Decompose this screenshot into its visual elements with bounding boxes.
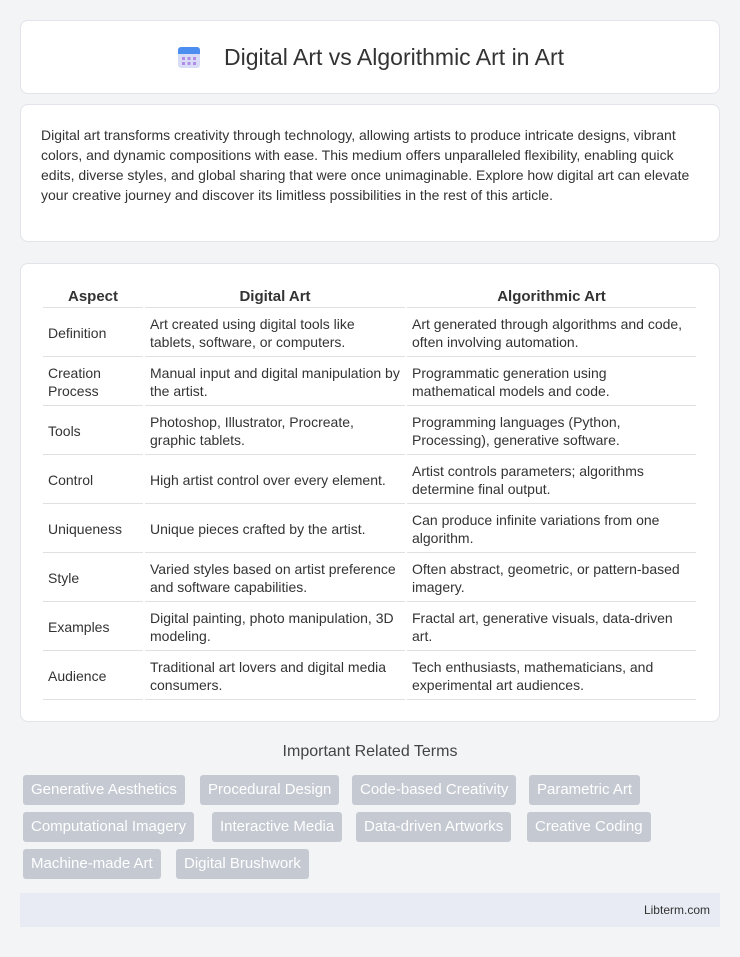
intro-text: Digital art transforms creativity through technology, allowing artists to produce intricate designs, vibrant colors, and dynamic compositions with ease. This medium offers unparalleled flexibility, enabling quick edits, diverse styles, and global sharing that were once unimaginable. Explore how digital art can elevate your creative journey and discover its limitless possibilities in the rest of this article. (41, 127, 690, 203)
row-digital-art: Art created using digital tools like tablets, software, or computers. (145, 310, 405, 357)
row-algorithmic-art: Programming languages (Python, Processing), generative software. (407, 408, 696, 455)
tag-machine-made-art[interactable]: Machine-made Art (23, 849, 161, 879)
row-aspect: Examples (43, 604, 143, 651)
table-row (43, 653, 696, 700)
header-card (20, 20, 720, 94)
table-row (43, 408, 696, 455)
row-digital-art: Digital painting, photo manipulation, 3D modeling. (145, 604, 405, 651)
row-digital-art: Manual input and digital manipulation by the artist. (145, 359, 405, 406)
table-row (43, 604, 696, 651)
header-algorithmic-art: Algorithmic Art (407, 286, 696, 308)
row-digital-art: Photoshop, Illustrator, Procreate, graphic tablets. (145, 408, 405, 455)
row-algorithmic-art: Often abstract, geometric, or pattern-based imagery. (407, 555, 696, 602)
table-row (43, 506, 696, 553)
table-row (43, 555, 696, 602)
tag-procedural-design[interactable]: Procedural Design (200, 775, 339, 805)
footer (20, 893, 720, 927)
row-aspect: Audience (43, 653, 143, 700)
row-digital-art: Traditional art lovers and digital media consumers. (145, 653, 405, 700)
tag-parametric-art[interactable]: Parametric Art (529, 775, 640, 805)
page-title: Digital Art vs Algorithmic Art in Art (223, 43, 564, 70)
table-row (43, 359, 696, 406)
row-digital-art: High artist control over every element. (145, 457, 405, 504)
tag-data-driven-artworks[interactable]: Data-driven Artworks (356, 812, 511, 842)
row-aspect: Style (43, 555, 143, 602)
row-digital-art: Unique pieces crafted by the artist. (145, 506, 405, 553)
row-algorithmic-art: Art generated through algorithms and code, often involving automation. (407, 310, 696, 357)
row-aspect: Uniqueness (43, 506, 143, 553)
tag-digital-brushwork[interactable]: Digital Brushwork (176, 849, 309, 879)
tag-computational-imagery[interactable]: Computational Imagery (23, 812, 194, 842)
related-terms-title: Important Related Terms (282, 743, 458, 760)
row-algorithmic-art: Artist controls parameters; algorithms determine final output. (407, 457, 696, 504)
comparison-table (41, 284, 698, 702)
tag-generative-aesthetics[interactable]: Generative Aesthetics (23, 775, 185, 805)
header-aspect: Aspect (43, 286, 143, 308)
tag-interactive-media[interactable]: Interactive Media (212, 812, 342, 842)
row-algorithmic-art: Tech enthusiasts, mathematicians, and experimental art audiences. (407, 653, 696, 700)
calendar-icon (176, 44, 202, 70)
comparison-table-card (20, 263, 720, 722)
row-digital-art: Varied styles based on artist preference and software capabilities. (145, 555, 405, 602)
table-header-row (43, 286, 696, 308)
tag-creative-coding[interactable]: Creative Coding (527, 812, 651, 842)
table-row (43, 310, 696, 357)
row-algorithmic-art: Programmatic generation using mathematical models and code. (407, 359, 696, 406)
row-aspect: Definition (43, 310, 143, 357)
tag-code-based-creativity[interactable]: Code-based Creativity (352, 775, 516, 805)
row-aspect: Control (43, 457, 143, 504)
header-digital-art: Digital Art (145, 286, 405, 308)
table-row (43, 457, 696, 504)
footer-link[interactable]: Libterm.com (643, 903, 710, 917)
row-aspect: Tools (43, 408, 143, 455)
intro-card (20, 104, 720, 242)
row-aspect: Creation Process (43, 359, 143, 406)
row-algorithmic-art: Fractal art, generative visuals, data-driven art. (407, 604, 696, 651)
row-algorithmic-art: Can produce infinite variations from one algorithm. (407, 506, 696, 553)
